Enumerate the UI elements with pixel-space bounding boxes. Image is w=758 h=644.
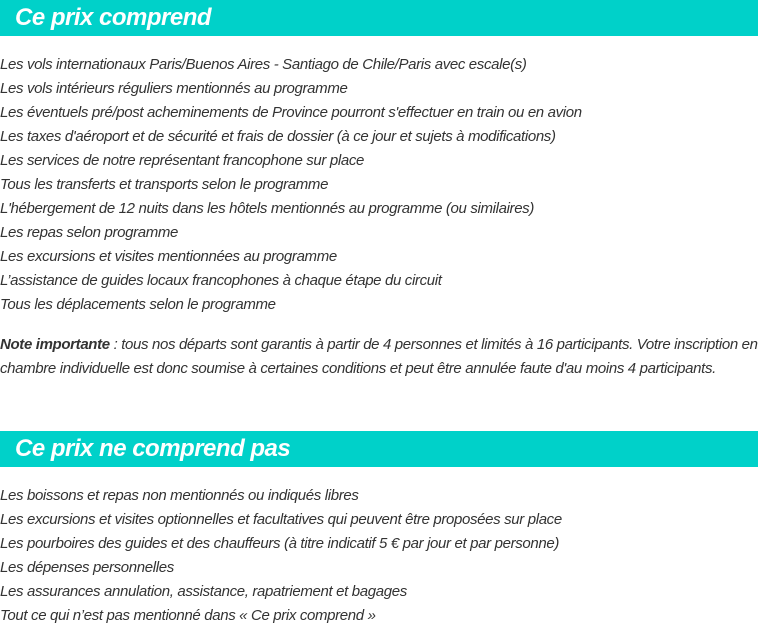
list-item: Tout ce qui n’est pas mentionné dans « Ce prix comprend » <box>0 607 376 624</box>
note-paragraph <box>0 333 758 381</box>
included-section-title: Ce prix comprend <box>15 4 212 31</box>
list-item: Les repas selon programme <box>0 224 179 241</box>
list-item: Les pourboires des guides et des chauffeurs (à titre indicatif 5 € par jour et par personne) <box>0 535 559 552</box>
note-label: Note importante <box>0 336 110 353</box>
list-item: Les excursions et visites optionnelles et facultatives qui peuvent être proposées sur place <box>0 511 562 528</box>
excluded-section-header <box>0 431 758 467</box>
list-item: L’assistance de guides locaux francophones à chaque étape du circuit <box>0 272 442 289</box>
list-item: Les excursions et visites mentionnées au programme <box>0 248 337 265</box>
list-item: Les vols internationaux Paris/Buenos Aires - Santiago de Chile/Paris avec escale(s) <box>0 56 527 73</box>
list-item: Les dépenses personnelles <box>0 559 174 576</box>
list-item: Les services de notre représentant francophone sur place <box>0 152 364 169</box>
excluded-section-title: Ce prix ne comprend pas <box>15 435 291 462</box>
excluded-list <box>0 484 562 628</box>
list-item: L'hébergement de 12 nuits dans les hôtels mentionnés au programme (ou similaires) <box>0 200 534 217</box>
note-text: : tous nos départs sont garantis à partir de 4 personnes et limités à 16 participants. Votre inscription en chambre individuelle est donc soumise à certaines conditions et peut être annulée faute d'au moins 4 participants. <box>0 336 758 377</box>
list-item: Tous les transferts et transports selon le programme <box>0 176 329 193</box>
list-item: Les vols intérieurs réguliers mentionnés au programme <box>0 80 348 97</box>
list-item: Les éventuels pré/post acheminements de Province pourront s'effectuer en train ou en avion <box>0 104 582 121</box>
included-section-header <box>0 0 758 36</box>
list-item: Les taxes d'aéroport et de sécurité et frais de dossier (à ce jour et sujets à modifications) <box>0 128 556 145</box>
important-note <box>0 333 758 381</box>
included-list <box>0 53 582 317</box>
list-item: Les assurances annulation, assistance, rapatriement et bagages <box>0 583 407 600</box>
list-item: Les boissons et repas non mentionnés ou indiqués libres <box>0 487 359 504</box>
list-item: Tous les déplacements selon le programme <box>0 296 276 313</box>
